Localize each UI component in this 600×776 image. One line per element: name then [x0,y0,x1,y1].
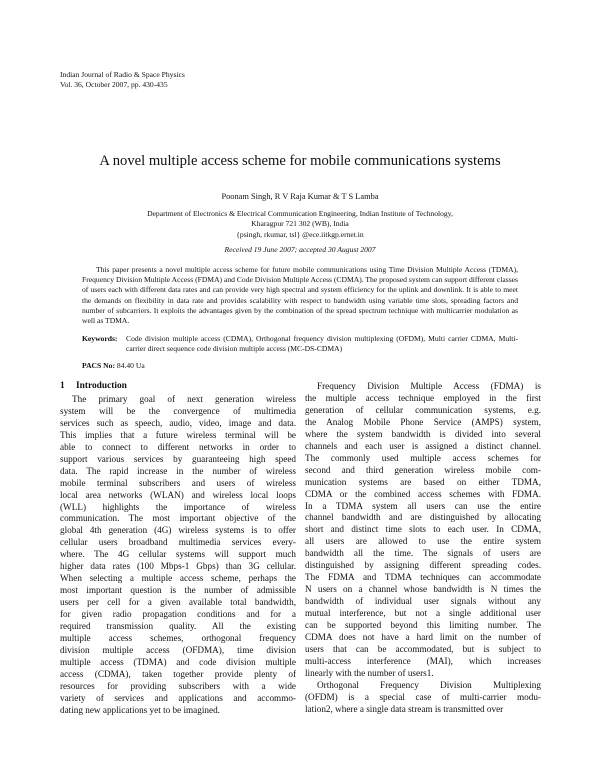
text-line: second and third generation wireless mobile com- [305,464,541,475]
text-line: (OFDM) is a special case of multi-carrier modu- [305,691,541,702]
text-line: users that can be accommodated, but is subject to [305,643,541,654]
text-line: (WLL) highlights the importance of wireless [60,501,296,512]
journal-name: Indian Journal of Radio & Space Physics [60,70,185,79]
text-line: division multiple access (OFDMA), time division [60,644,296,655]
received-dates: Received 19 June 2007; accepted 30 August 2007 [224,245,376,254]
text-line: system will be the convergence of multimedia [60,405,296,416]
paper-title: A novel multiple access scheme for mobile communications systems [99,153,501,169]
text-line: data. The rapid increase in the number of wireless [60,465,296,476]
affiliation [110,209,490,240]
text-line: communication. The most important objective of the [60,513,296,524]
text-line: required transmission quality. All the existing [60,621,296,632]
text-line: distinguished by assigning different spreading codes. [305,560,541,571]
text-line: mobile terminal subscribers and users of wireless [60,477,296,488]
text-line: The commonly used multiple access schemes for [305,452,541,463]
text-line: Frequency Division Multiple Access (FDMA) is [317,381,541,391]
text-line: services such as speech, audio, video, image and data. [60,417,296,428]
text-line: local area networks (WLAN) and wireless local loops [60,489,296,500]
text-line: users per cell for a given available total bandwidth, [60,597,296,608]
text-line: This implies that a future wireless terminal will be [60,429,296,440]
keywords-text: Code division multiple access (CDMA), Orthogonal frequency division multiplexing (OFDM), Multi carrier CDMA, Multi-carrier direct sequence code division multiple access (MC-DS-CDMA) [126,334,518,354]
text-line: When selecting a multiple access scheme, perhaps the [60,573,296,584]
text-line: channel bandwidth and are distinguished by allocating [305,512,541,523]
section-title: Introduction [76,381,127,391]
journal-citation [60,70,185,90]
text-line: support various services by guaranteeing high speed [60,453,296,464]
left-column [60,381,296,717]
text-line: access (CDMA), taken together provide plenty of [60,668,296,679]
abstract: This paper presents a novel multiple access scheme for future mobile communications using Time Division Multiple Access (TDMA), Frequency Division Multiple Access (FDMA) and Code Division Multiple Access (CDMA). The proposed system can support different classes of users each with different data rates and can provide very high spectral and system efficiency for the uplink and downlink. It is able to meet the demands on flexibility in data rate and provides scalability with respect to bandwidth using variable time slots, spreading factors and number of subcarriers. It exploits the advantages given by the combination of the spread spectrum technique with multicarrier modulation as well as TDMA. [82,265,518,326]
affiliation-department: Department of Electronics & Electrical Communication Engineering, Indian Institute of Technology, [147,209,453,218]
text-line: bandwidth all the time. The signals of users are [305,548,541,559]
text-line: resources for providing subscribers with a wide [60,680,296,691]
pacs-value: 84.40 Ua [116,361,145,370]
text-line: lation2, where a single data stream is transmitted over [305,703,504,714]
right-column-body [305,381,541,716]
authors: Poonam Singh, R V Raja Kumar & T S Lamba [221,192,379,201]
text-line: In a TDMA system all users can use the entire [305,500,541,511]
text-line: CDMA or the combined access schemes with FDMA. [305,488,541,499]
text-line: the multiple access technique employed in the first [305,392,541,403]
text-line: mutual interference, but not a single additional user [305,608,541,619]
text-line: the Analog Mobile Phone Service (AMPS) system, [305,416,541,427]
text-line: for given radio propagation conditions and for a [60,609,296,620]
affiliation-emails: {psingh, rkumar, tsl} @ece.iitkgp.ernet.in [236,229,364,239]
section-heading [60,381,296,393]
text-line: N users on a channel whose bandwidth is N times the [305,584,541,595]
journal-volume: Vol. 36, October 2007, pp. 430-435 [60,80,168,89]
text-line: able to connect to different networks in order to [60,441,296,452]
text-line: higher data rates (100 Mbps-1 Gbps) than 3G cellular. [60,561,296,572]
text-line: where. The 4G cellular systems will support much [60,549,296,560]
text-line: multiple access (TDMA) and code division multiple [60,656,296,667]
text-line: most important question is the number of admissible [60,585,296,596]
text-line: bandwidth of individual user signals without any [305,596,541,607]
text-line: variety of services and applications and accommo- [60,692,296,703]
text-line: can be supported beyond this limiting number. The [305,620,541,631]
text-line: Orthogonal Frequency Division Multiplexing [317,679,541,690]
text-line: CDMA does not have a hard limit on the number of [305,632,541,643]
pacs [82,361,145,370]
text-line: linearly with the number of users1. [305,667,434,678]
pacs-label: PACS No: [82,361,115,370]
text-line: The primary goal of next generation wireless [72,393,296,404]
keywords-label: Keywords: [82,334,118,343]
text-line: munication systems are based on either TDMA, [305,476,541,487]
right-column [305,381,541,716]
text-line: dating new applications yet to be imagined. [60,704,220,715]
section-number: 1 [60,381,65,391]
text-line: The FDMA and TDMA techniques can accommodate [305,572,541,583]
text-line: all users are allowed to use the entire system [305,536,541,547]
text-line: multiple access schemes, orthogonal frequency [60,633,296,644]
text-line: generation of cellular communication systems, e.g. [305,404,541,415]
affiliation-address: Kharagpur 721 302 (WB), India [251,219,349,229]
introduction-paragraph [60,394,296,717]
text-line: cellular users broadband multimedia services every- [60,537,296,548]
text-line: where the system bandwidth is divided into several [305,428,541,439]
keywords [82,334,518,354]
text-line: channels and each user is assigned a distinct channel. [305,440,541,451]
text-line: global 4th generation (4G) wireless systems is to offer [60,525,296,536]
text-line: short and distinct time slots to each user. In CDMA, [305,524,541,535]
text-line: multi-access interference (MAI), which increases [305,655,541,666]
